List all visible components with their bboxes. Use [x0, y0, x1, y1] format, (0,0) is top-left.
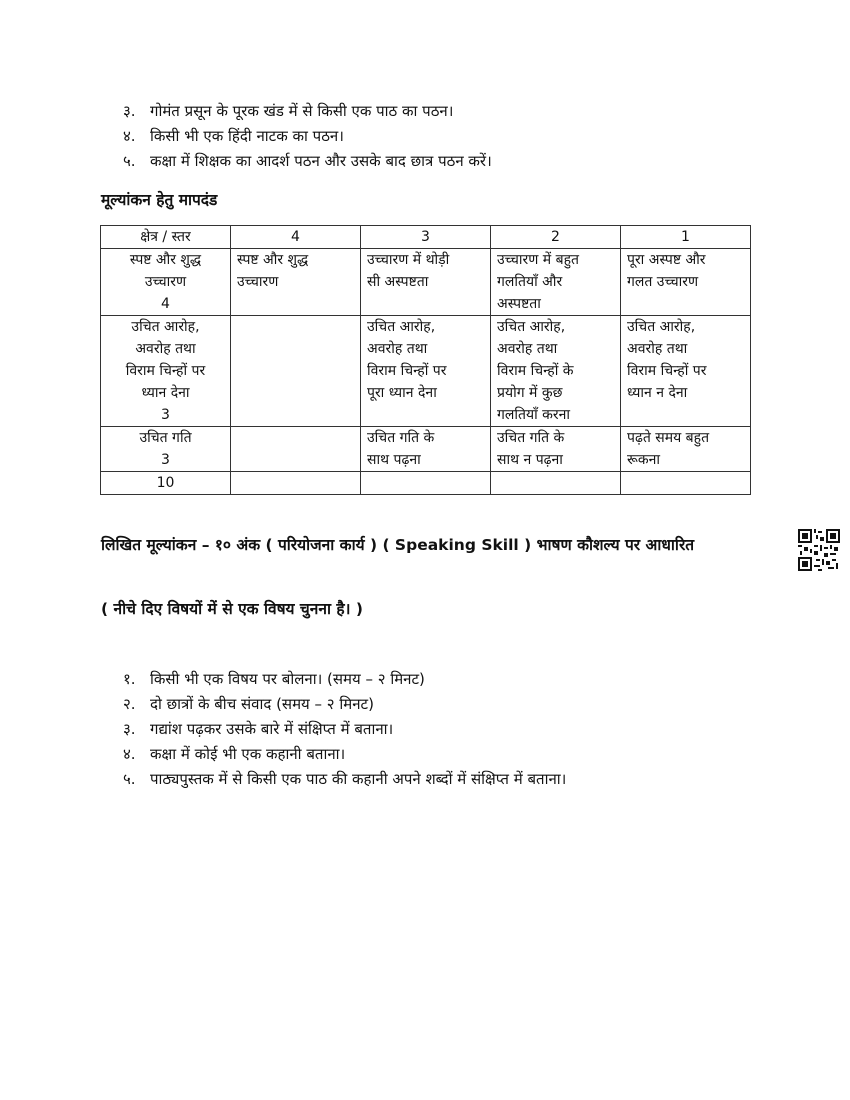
header-cell: 1: [621, 226, 751, 249]
level-2-cell: उच्चारण में बहुत गलतियाँ और अस्पष्टता: [491, 249, 621, 316]
total-row: [101, 472, 751, 495]
criteria-heading: मूल्यांकन हेतु मापदंड: [101, 191, 218, 209]
level-4-cell: स्पष्ट और शुद्ध उच्चारण: [231, 249, 361, 316]
area-cell: उचित गति 3: [101, 427, 231, 472]
level-3-cell: उचित आरोह, अवरोह तथा विराम चिन्हों पर पूरा ध्यान देना: [361, 316, 491, 427]
header-cell: 2: [491, 226, 621, 249]
reading-activities-list: [123, 99, 492, 174]
table-row: [101, 316, 751, 427]
level-1-cell: पढ़ते समय बहुत रूकना: [621, 427, 751, 472]
level-3-cell: उच्चारण में थोड़ी सी अस्पष्टता: [361, 249, 491, 316]
speaking-topics-list: [123, 667, 566, 792]
level-2-cell: उचित आरोह, अवरोह तथा विराम चिन्हों के प्रयोग में कुछ गलतियाँ करना: [491, 316, 621, 427]
level-1-cell: पूरा अस्पष्ट और गलत उच्चारण: [621, 249, 751, 316]
rubric-table: [100, 225, 751, 495]
list-item: ५. पाठ्यपुस्तक में से किसी एक पाठ की कहानी अपने शब्दों में संक्षिप्त में बताना।: [123, 770, 567, 788]
level-2-cell: उचित गति के साथ न पढ़ना: [491, 427, 621, 472]
table-row: [101, 427, 751, 472]
list-item: ५. कक्षा में शिक्षक का आदर्श पठन और उसके बाद छात्र पठन करें।: [123, 152, 492, 170]
header-cell: 3: [361, 226, 491, 249]
table-header-row: [101, 226, 751, 249]
header-cell: क्षेत्र / स्तर: [101, 226, 231, 249]
area-cell: स्पष्ट और शुद्ध उच्चारण 4: [101, 249, 231, 316]
table-row: [101, 249, 751, 316]
choose-topic-note: ( नीचे दिए विषयों में से एक विषय चुनना है। ): [101, 600, 363, 618]
area-cell: उचित आरोह, अवरोह तथा विराम चिन्हों पर ध्यान देना 3: [101, 316, 231, 427]
header-cell: 4: [231, 226, 361, 249]
empty-cell: [491, 472, 621, 495]
empty-cell: [621, 472, 751, 495]
list-item: ४. किसी भी एक हिंदी नाटक का पठन।: [123, 127, 344, 145]
level-3-cell: उचित गति के साथ पढ़ना: [361, 427, 491, 472]
list-item: ३. गद्यांश पढ़कर उसके बारे में संक्षिप्त में बताना।: [123, 720, 394, 738]
list-item: ४. कक्षा में कोई भी एक कहानी बताना।: [123, 745, 346, 763]
list-item: ३. गोमंत प्रसून के पूरक खंड में से किसी एक पाठ का पठन।: [123, 102, 454, 120]
level-4-cell: [231, 427, 361, 472]
empty-cell: [361, 472, 491, 495]
level-4-cell: [231, 316, 361, 427]
level-1-cell: उचित आरोह, अवरोह तथा विराम चिन्हों पर ध्यान न देना: [621, 316, 751, 427]
list-item: २. दो छात्रों के बीच संवाद (समय – २ मिनट): [123, 695, 374, 713]
written-assessment-heading: लिखित मूल्यांकन – १० अंक ( परियोजना कार्य ) ( Speaking Skill ) भाषण कौशल्य पर आधारित: [101, 536, 695, 554]
list-item: १. किसी भी एक विषय पर बोलना। (समय – २ मिनट): [123, 670, 425, 688]
empty-cell: [231, 472, 361, 495]
qr-code-icon: [798, 529, 840, 571]
total-cell: 10: [101, 472, 231, 495]
